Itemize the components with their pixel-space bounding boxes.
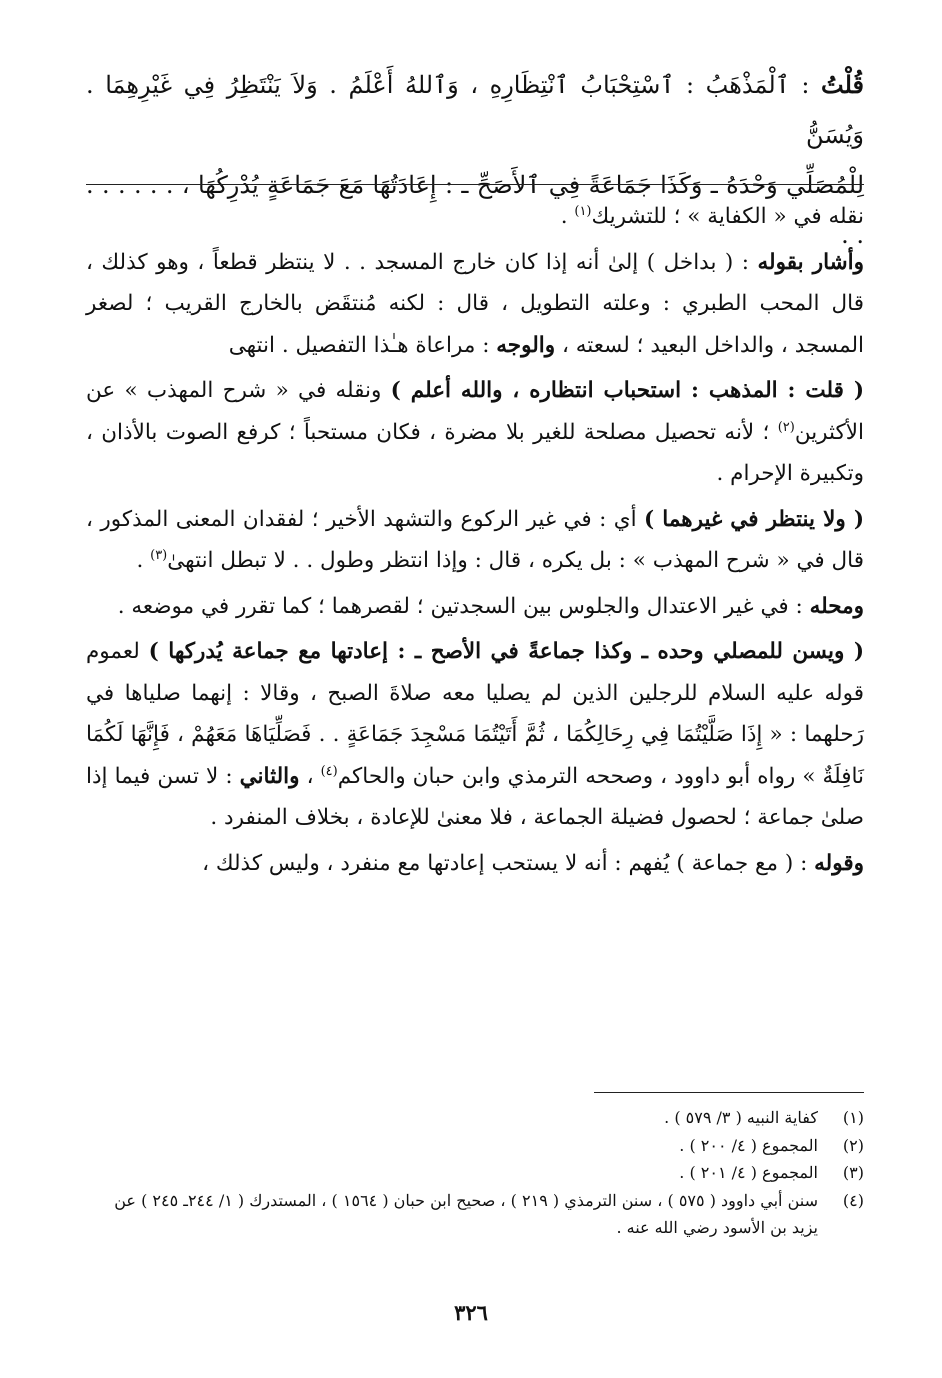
sharh-paragraph-1 — [86, 196, 864, 238]
sharh-paragraph-7 — [86, 843, 864, 885]
sharh-p3-tail: ؛ لأنه تحصيل مصلحة للغير بلا مضرة ، فكان مستحباً ؛ كرفع الصوت بالأذان ، وتكبيرة الإحرام . — [86, 419, 864, 486]
sharh-p3-text: ونقله في « شرح المهذب » عن الأكثرين — [86, 378, 864, 445]
sharh-p4-text: أي : في غير الركوع والتشهد الأخير ؛ لفقدان المعنى المذكور ، قال في « شرح المهذب » : بل يكره ، قال : وإذا انتظر وطول . . لا تبطل انتهىٰ — [86, 506, 864, 573]
footnote-item — [86, 1187, 864, 1242]
footnote-text: المجموع ( ٤/ ٢٠٠ ) . — [679, 1135, 818, 1155]
sharh-p1-text: نقله في « الكفاية » ؛ للتشريك — [591, 204, 864, 229]
footnote-separator-rule — [594, 1092, 864, 1093]
footnote-ref-4[interactable]: (٤) — [320, 763, 338, 779]
footnote-ref-1[interactable]: (١) — [574, 203, 592, 219]
footnotes — [86, 1104, 864, 1242]
footnote-item — [86, 1104, 864, 1132]
sharh-p5-lead: ومحله — [809, 593, 864, 619]
sharh-paragraph-4 — [86, 499, 864, 582]
sharh-p2-text2: : مراعاة هـٰذا التفصيل . انتهى — [228, 332, 497, 358]
sharh-p6-text2: : لا تسن فيما إذا صلىٰ جماعة ؛ لحصول فضيلة الجماعة ، فلا معنىٰ للإعادة ، بخلاف المنفرد . — [86, 763, 864, 830]
sharh-p6-lead: ( ويسن للمصلي وحده ـ وكذا جماعةً في الأصح ـ : إعادتها مع جماعة يُدركها ) — [148, 639, 864, 664]
footnote-number: (٣) — [842, 1163, 864, 1182]
sharh-paragraph-2 — [86, 242, 864, 367]
matn-line-2: لِلْمُصَلِّي وَحْدَهُ ـ وَكَذَا جَمَاعَةً فِي ٱلأَصَحِّ ـ : إِعَادَتُهَا مَعَ جَمَاعَةٍ يُدْرِكُهَا ، . . . . . . . . — [86, 171, 865, 249]
sharh-paragraph-5 — [86, 586, 864, 628]
footnote-ref-3[interactable]: (٣) — [150, 547, 168, 563]
footnote-number: (١) — [842, 1108, 864, 1127]
sharh-paragraph-6 — [86, 631, 864, 839]
footnote-item — [86, 1132, 864, 1160]
footnote-number: (٢) — [842, 1135, 864, 1155]
sharh-p2-lead2: والوجه — [496, 332, 556, 358]
matn-line-1-text: : ٱلْمَذْهَبُ : ٱسْتِحْبَابُ ٱنْتِظَارِهِ ، وَٱللهُ أَعْلَمُ . وَلاَ يَنْتَظِرُ فِي غَيْرِهِمَا . وَيُسَنُّ — [86, 71, 864, 149]
sharh-p2-text: : ( بداخل ) إلىٰ أنه إذا كان خارج المسجد . . لا ينتظر قطعاً ، وهو كذلك ، قال المحب الطبري : وعلته التطويل ، قال : لكنه مُنتقَض بالخارج القريب ؛ لصغر المسجد ، والداخل البعيد ؛ لسعته ، — [86, 249, 864, 358]
sharh-p4-tail: . — [136, 548, 151, 573]
sharh-p1-tail: . — [560, 204, 575, 229]
sharh-p7-text: : ( مع جماعة ) يُفهم : أنه لا يستحب إعادتها مع منفرد ، وليس كذلك ، — [202, 850, 815, 876]
footnote-text: المجموع ( ٤/ ٢٠١ ) . — [679, 1163, 818, 1182]
sharh-p7-lead: وقوله — [814, 850, 864, 876]
sharh-p6-text: لعموم قوله عليه السلام للرجلين الذين لم يصليا معه صلاةَ الصبح ، وقالا : إنهما صلياها في رَحلهما : « إِذَا صَلَّيْتُمَا فِي رِحَالِكُمَا ، ثُمَّ أَتَيْتُمَا مَسْجِدَ جَمَاعَةٍ . . فَصَلِّيَاهَا مَعَهُمْ ، فَإِنَّهَا لَكُمَا نَافِلَةٌ » رواه أبو داوود ، وصححه الترمذي وابن حبان والحاكم — [86, 639, 865, 789]
matn-separator-rule — [86, 184, 864, 185]
matn-line-1 — [86, 60, 864, 160]
footnote-text: كفاية النبيه ( ٣/ ٥٧٩ ) . — [664, 1108, 818, 1127]
footnote-ref-2[interactable]: (٢) — [777, 419, 795, 435]
sharh-paragraph-3 — [86, 370, 864, 495]
sharh-p6-lead2: والثاني — [239, 763, 300, 789]
footnote-text: سنن أبي داوود ( ٥٧٥ ) ، سنن الترمذي ( ٢١٩ ) ، صحيح ابن حبان ( ١٥٦٤ ) ، المستدرك ( ١/ ٢٤٤ـ ٢٤٥ ) عن يزيد بن الأسود رضي الله عنه . — [114, 1190, 818, 1237]
sharh-p6-tail: ، — [299, 763, 321, 789]
sharh-p3-lead: ( قلت : المذهب : استحباب انتظاره ، والله أعلم ) — [390, 378, 864, 403]
sharh-p2-lead: وأشار بقوله — [757, 249, 864, 275]
footnote-item — [86, 1159, 864, 1187]
footnote-number: (٤) — [842, 1190, 864, 1210]
sharh-p5-text: : في غير الاعتدال والجلوس بين السجدتين ؛ لقصرهما ؛ كما تقرر في موضعه . — [117, 593, 810, 619]
matn-lead-word: قُلْتُ — [821, 70, 864, 99]
sharh-commentary — [86, 196, 864, 888]
page-number: ٣٢٦ — [454, 1300, 488, 1325]
sharh-p4-lead: ( ولا ينتظر في غيرهما ) — [644, 506, 865, 532]
